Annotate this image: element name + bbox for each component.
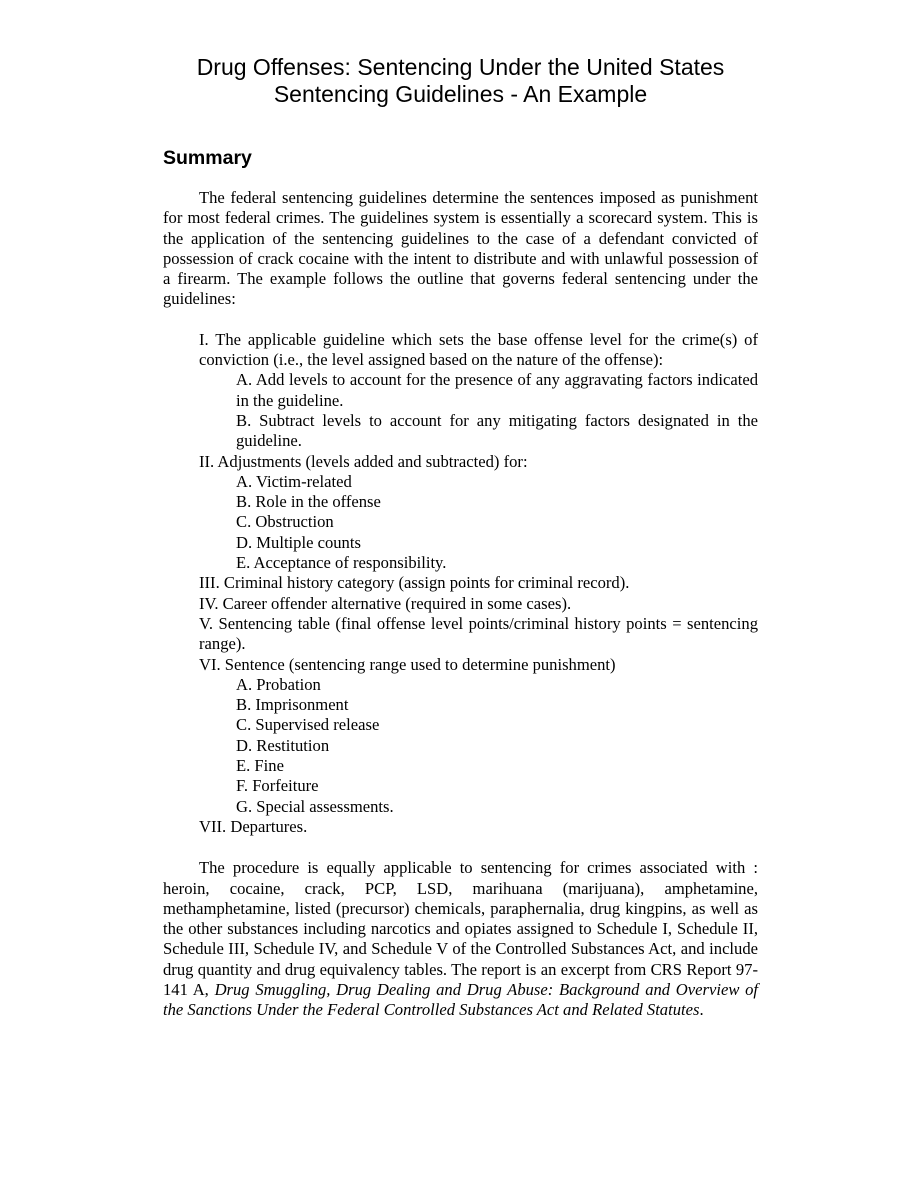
outline-subitem: D. Multiple counts (236, 532, 361, 552)
outline-item-1 (199, 330, 758, 452)
outline-subitem: D. Restitution (236, 735, 330, 755)
guidelines-outline (199, 330, 758, 837)
outline-subitem: C. Supervised release (236, 715, 380, 735)
intro-paragraph: The federal sentencing guidelines determine the sentences imposed as punishment for most federal crimes. The guidelines system is essentially a scorecard system. This is the application of the sentencing guidelines to the case of a defendant convicted of possession of crack cocaine with the intent to distribute and with unlawful possession of a firearm. The example follows the outline that governs federal sentencing under the guidelines: (163, 188, 758, 309)
outline-item-2-text: II. Adjustments (levels added and subtracted) for: (199, 451, 528, 471)
outline-subitem: A. Victim-related (236, 471, 352, 491)
outline-item-6 (199, 655, 758, 817)
outline-subitem: F. Forfeiture (236, 776, 319, 796)
outline-item-2-sublist (236, 472, 758, 573)
report-citation: Drug Smuggling, Drug Dealing and Drug Abuse: Background and Overview of the Sanctions Under the Federal Controlled Substances Act and Related Statutes (163, 979, 759, 1020)
closing-paragraph-text: The procedure is equally applicable to sentencing for crimes associated with : heroin, cocaine, crack, PCP, LSD, marihuana (marijuana), amphetamine, methamphetamine, listed (precursor) chemicals, paraphernalia, drug kingpins, as well as the other substances including narcotics and opiates assigned to Schedule I, Schedule II, Schedule III, Schedule IV, and Schedule V of the Controlled Substances Act, and include drug quantity and drug equivalency tables. The report is an excerpt from CRS Report 97-141 A, (163, 858, 758, 999)
outline-item-5: V. Sentencing table (final offense level points/criminal history points = sentencing range). (199, 613, 758, 654)
document-page (163, 54, 758, 1021)
outline-subitem: E. Fine (236, 756, 284, 776)
outline-item-7: VII. Departures. (199, 816, 308, 836)
outline-item-6-text: VI. Sentence (sentencing range used to determine punishment) (199, 654, 616, 674)
title-line-1: Drug Offenses: Sentencing Under the United States (196, 54, 725, 80)
outline-item-4: IV. Career offender alternative (required in some cases). (199, 593, 572, 613)
outline-item-6-sublist (236, 675, 758, 817)
outline-subitem: B. Role in the offense (236, 492, 381, 512)
outline-subitem: B. Imprisonment (236, 695, 349, 715)
outline-subitem: E. Acceptance of responsibility. (236, 553, 447, 573)
outline-subitem: A. Probation (236, 674, 321, 694)
outline-subitem: A. Add levels to account for the presence of any aggravating factors indicated in the guideline. (236, 370, 758, 410)
outline-item-3: III. Criminal history category (assign points for criminal record). (199, 573, 630, 593)
closing-paragraph (163, 858, 758, 1020)
outline-subitem: G. Special assessments. (236, 796, 394, 816)
outline-item-2 (199, 452, 758, 574)
outline-subitem: B. Subtract levels to account for any mitigating factors designated in the guideline. (236, 410, 758, 451)
summary-heading: Summary (163, 147, 252, 169)
title-line-2: Sentencing Guidelines - An Example (273, 81, 648, 107)
document-title (163, 54, 758, 108)
outline-item-1-text: I. The applicable guideline which sets the base offense level for the crime(s) of conviction (i.e., the level assigned based on the nature of the offense): (199, 329, 758, 370)
outline-subitem: C. Obstruction (236, 512, 334, 532)
closing-paragraph-end: . (699, 1000, 704, 1020)
outline-item-1-sublist (236, 370, 758, 451)
